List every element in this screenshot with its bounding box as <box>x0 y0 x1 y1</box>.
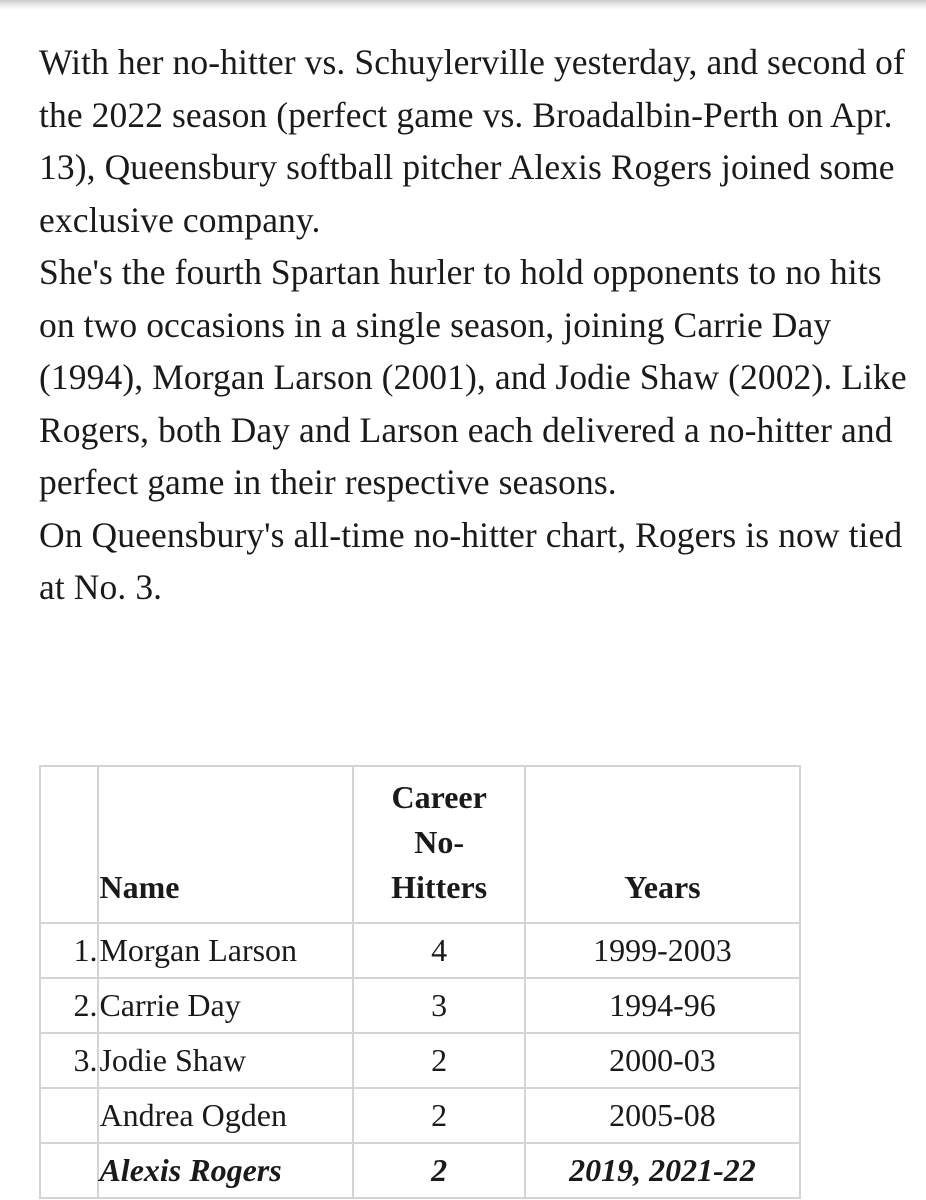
row-name: Andrea Ogden <box>98 1088 353 1143</box>
row-years: 2005-08 <box>525 1088 800 1143</box>
row-name: Jodie Shaw <box>98 1033 353 1088</box>
no-hitter-table <box>39 765 801 1199</box>
table-row-highlighted <box>40 1143 800 1198</box>
table-row <box>40 923 800 978</box>
row-rank: 2. <box>40 978 98 1033</box>
row-years: 2000-03 <box>525 1033 800 1088</box>
career-header-line-1: Career <box>391 779 487 815</box>
career-header-line-3: Hitters <box>391 869 488 905</box>
years-header: Years <box>525 766 800 923</box>
row-count: 3 <box>353 978 524 1033</box>
table-row <box>40 978 800 1033</box>
row-name: Morgan Larson <box>98 923 353 978</box>
row-years: 2019, 2021-22 <box>525 1143 800 1198</box>
article-paragraph-2: She's the fourth Spartan hurler to hold opponents to no hits on two occasions in a single season, joining Carrie Day (1994), Morgan Larson (2001), and Jodie Shaw (2002). Like Rogers, both Day and Larson each delivered a no-hitter and perfect game in their respective seasons. <box>39 252 907 502</box>
row-count: 2 <box>353 1088 524 1143</box>
row-count: 2 <box>353 1033 524 1088</box>
career-no-hitters-header <box>353 766 524 923</box>
table-row <box>40 1088 800 1143</box>
table-row <box>40 1033 800 1088</box>
article-paragraph-3: On Queensbury's all-time no-hitter chart, Rogers is now tied at No. 3. <box>39 514 903 607</box>
row-rank: 3. <box>40 1033 98 1088</box>
top-edge-shadow <box>0 0 926 10</box>
row-name: Alexis Rogers <box>98 1143 353 1198</box>
name-header: Name <box>98 766 353 923</box>
row-count: 2 <box>353 1143 524 1198</box>
row-count: 4 <box>353 923 524 978</box>
row-name: Carrie Day <box>98 978 353 1033</box>
article-paragraph-1: With her no-hitter vs. Schuylerville yesterday, and second of the 2022 season (perfect game vs. Broadalbin-Perth on Apr. 13), Queensbury softball pitcher Alexis Rogers joined some exclusive company. <box>39 42 905 240</box>
rank-header <box>40 766 98 923</box>
row-years: 1994-96 <box>525 978 800 1033</box>
row-rank <box>40 1088 98 1143</box>
row-years: 1999-2003 <box>525 923 800 978</box>
article-body <box>39 36 909 614</box>
row-rank <box>40 1143 98 1198</box>
career-header-line-2: No- <box>414 824 464 860</box>
row-rank: 1. <box>40 923 98 978</box>
table-header-row <box>40 766 800 923</box>
